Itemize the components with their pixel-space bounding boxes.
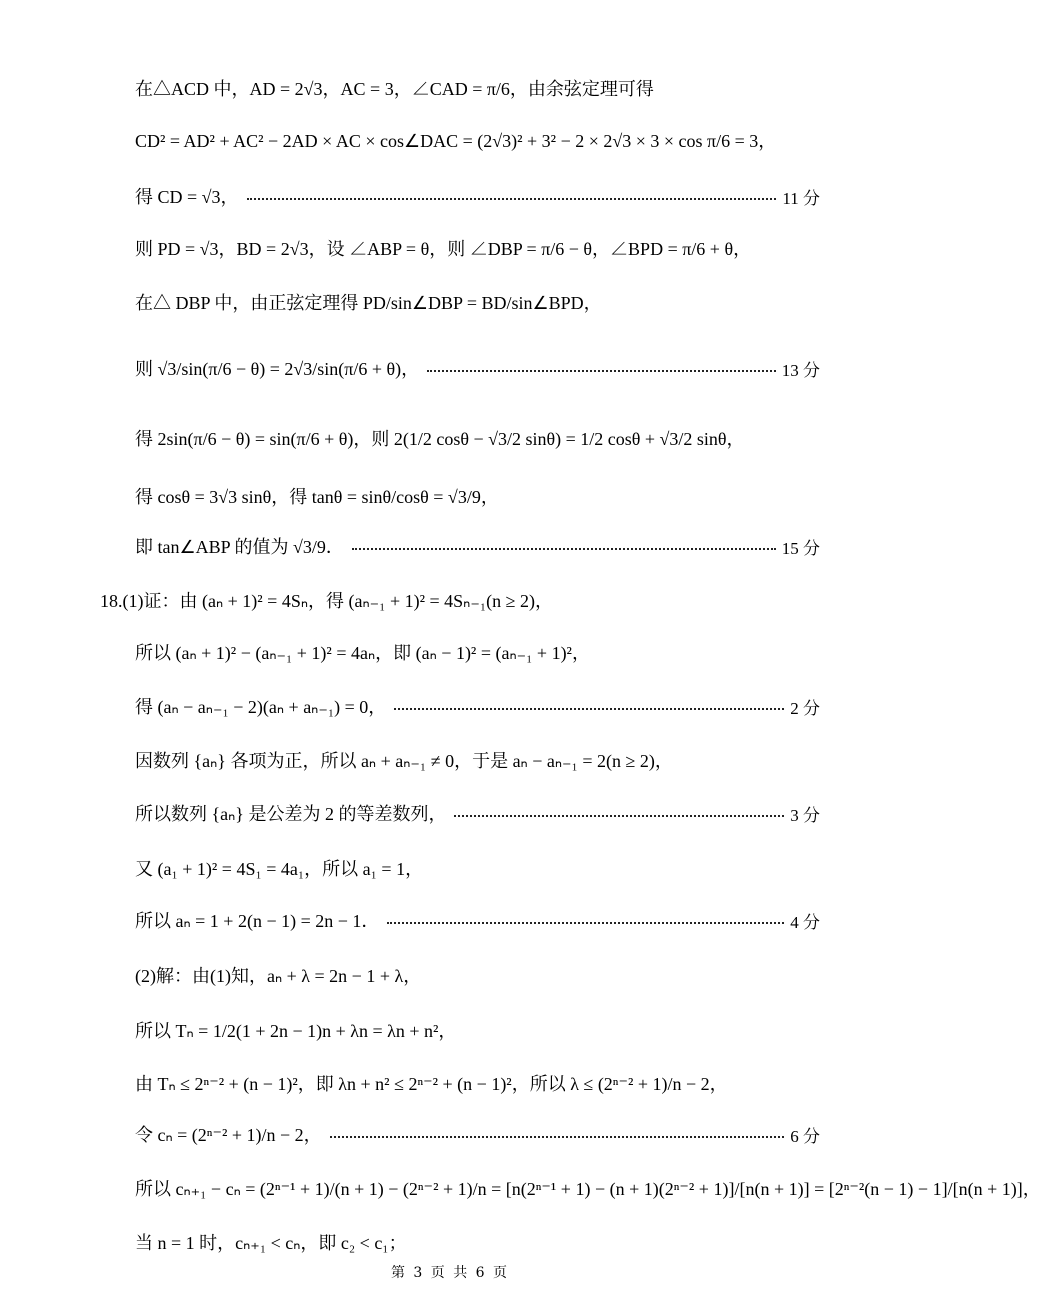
- solution-line: [0, 526, 820, 566]
- line-text: 18.(1)证：由 (aₙ + 1)² = 4Sₙ，得 (aₙ₋₁ + 1)² = 4Sₙ₋₁(n ≥ 2)，: [100, 591, 553, 611]
- line-text: 所以数列 {aₙ} 是公差为 2 的等差数列，: [135, 804, 447, 824]
- line-text: 在△ DBP 中，由正弦定理得 PD/sin∠DBP = BD/sin∠BPD，: [135, 293, 602, 313]
- score-mark: 13 分: [781, 360, 820, 380]
- solution-line: [0, 580, 900, 620]
- score-mark: 11 分: [782, 188, 820, 208]
- solution-line: [0, 1010, 900, 1050]
- solution-line: [0, 282, 900, 322]
- line-text: 在△ACD 中，AD = 2√3，AC = 3，∠CAD = π/6，由余弦定理可得: [135, 79, 654, 99]
- score-mark: 15 分: [781, 538, 820, 558]
- line-text: 得 (aₙ − aₙ₋₁ − 2)(aₙ + aₙ₋₁) = 0，: [135, 697, 387, 717]
- dot-leader: [394, 708, 784, 710]
- dot-leader: [454, 815, 784, 817]
- solution-line: [0, 686, 820, 726]
- line-text: 所以 aₙ = 1 + 2(n − 1) = 2n − 1．: [135, 911, 380, 931]
- solution-line: [0, 1168, 1041, 1208]
- solution-line: [0, 348, 820, 388]
- score-mark: 6 分: [790, 1126, 820, 1146]
- solution-line: [0, 848, 900, 888]
- solution-line: [0, 120, 900, 160]
- score-mark: 3 分: [790, 805, 820, 825]
- dot-leader: [352, 548, 776, 550]
- score-mark: 2 分: [790, 698, 820, 718]
- line-text: CD² = AD² + AC² − 2AD × AC × cos∠DAC = (2√3)² + 3² − 2 × 2√3 × 3 × cos π/6 = 3，: [135, 131, 777, 151]
- score-mark: 4 分: [790, 912, 820, 932]
- dot-leader: [427, 370, 776, 372]
- solution-line: [0, 900, 820, 940]
- line-text: 则 PD = √3，BD = 2√3，设 ∠ABP = θ，则 ∠DBP = π/6 − θ，∠BPD = π/6 + θ，: [135, 239, 752, 259]
- solution-line: [0, 476, 900, 516]
- line-text: 得 cosθ = 3√3 sinθ，得 tanθ = sinθ/cosθ = √3/9，: [135, 487, 499, 507]
- solution-line: [0, 740, 900, 780]
- line-text: 由 Tₙ ≤ 2ⁿ⁻² + (n − 1)²，即 λn + n² ≤ 2ⁿ⁻² + (n − 1)²，所以 λ ≤ (2ⁿ⁻² + 1)/n − 2，: [135, 1074, 728, 1094]
- line-text: 则 √3/sin(π/6 − θ) = 2√3/sin(π/6 + θ)，: [135, 359, 420, 379]
- solution-line: [0, 1063, 900, 1103]
- solution-line: [0, 68, 900, 108]
- solution-line: [0, 955, 900, 995]
- dot-leader: [247, 198, 777, 200]
- solution-line: [0, 1114, 820, 1154]
- line-text: 即 tan∠ABP 的值为 √3/9．: [135, 537, 344, 557]
- line-text: 得 CD = √3，: [135, 187, 239, 207]
- solution-line: [0, 632, 900, 672]
- solution-line: [0, 228, 900, 268]
- line-text: 所以 Tₙ = 1/2(1 + 2n − 1)n + λn = λn + n²，: [135, 1021, 457, 1041]
- line-text: 得 2sin(π/6 − θ) = sin(π/6 + θ)，则 2(1/2 cosθ − √3/2 sinθ) = 1/2 cosθ + √3/2 sinθ，: [135, 429, 745, 449]
- line-text: 因数列 {aₙ} 各项为正，所以 aₙ + aₙ₋₁ ≠ 0，于是 aₙ − aₙ₋₁ = 2(n ≥ 2)，: [135, 751, 673, 771]
- line-text: 所以 (aₙ + 1)² − (aₙ₋₁ + 1)² = 4aₙ，即 (aₙ − 1)² = (aₙ₋₁ + 1)²，: [135, 643, 590, 663]
- line-text: 令 cₙ = (2ⁿ⁻² + 1)/n − 2，: [135, 1125, 322, 1145]
- solution-line: [0, 793, 820, 833]
- line-text: 当 n = 1 时，cₙ₊₁ < cₙ，即 c₂ < c₁；: [135, 1233, 407, 1253]
- line-text: 又 (a₁ + 1)² = 4S₁ = 4a₁，所以 a₁ = 1，: [135, 859, 424, 879]
- line-text: (2)解：由(1)知，aₙ + λ = 2n − 1 + λ，: [135, 966, 422, 986]
- dot-leader: [387, 922, 784, 924]
- line-text: 所以 cₙ₊₁ − cₙ = (2ⁿ⁻¹ + 1)/(n + 1) − (2ⁿ⁻² + 1)/n = [n(2ⁿ⁻¹ + 1) − (n + 1)(2ⁿ⁻² + 1)]/[n(n + 1)] = [2ⁿ⁻²(n − 1) − 1]/[n(n + 1)]，: [135, 1179, 1041, 1199]
- solution-line: [0, 176, 820, 216]
- solution-line: [0, 418, 900, 458]
- solution-line: [0, 1222, 900, 1262]
- page-footer: 第 3 页 共 6 页: [390, 1265, 510, 1281]
- dot-leader: [330, 1136, 785, 1138]
